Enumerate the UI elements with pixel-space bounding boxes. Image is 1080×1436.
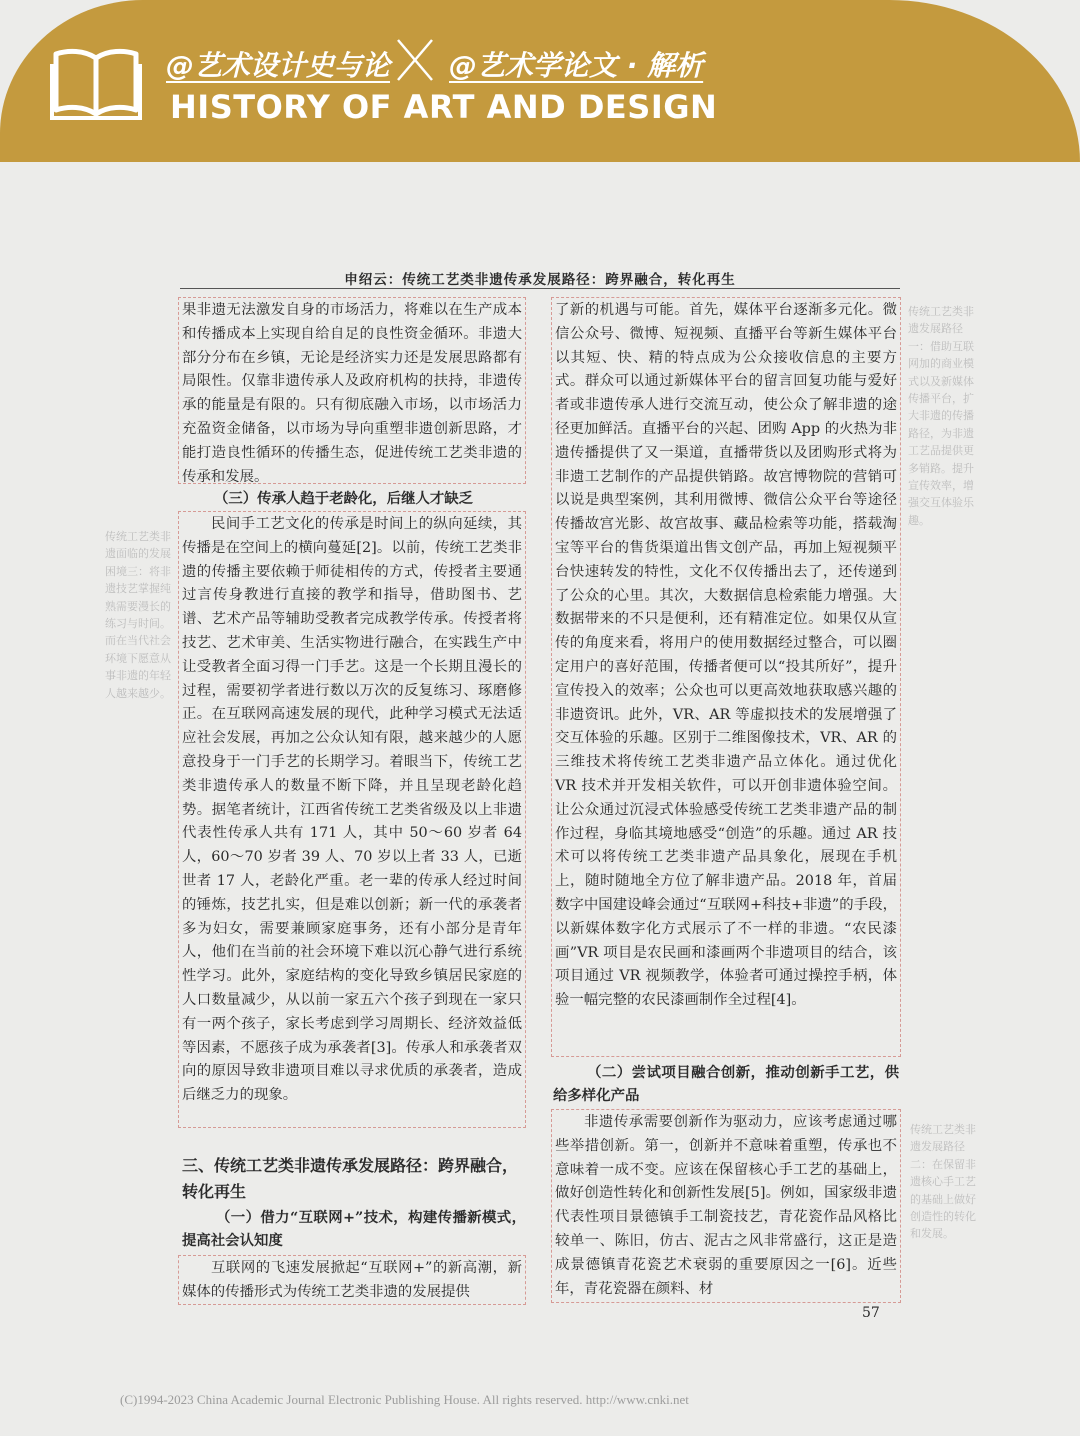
page-number: 57 <box>862 1305 880 1321</box>
heading-project-fusion: （二）尝试项目融合创新，推动创新手工艺，供给多样化产品 <box>553 1064 899 1104</box>
annotation-right-1: 传统工艺类非遗发展路径一：借助互联网加的商业模式以及新媒体传播平台，扩大非遗的传播路径，为非遗工艺品提供更多销路。提升宣传效率，增强交互体验乐趣。 <box>908 305 974 527</box>
cross-icon <box>394 38 436 82</box>
annotation-left: 传统工艺类非遗面临的发展困境三：将非遗技艺掌握纯熟需要漫长的练习与时间。而在当代社会环境下愿意从事非遗的年轻人越来越少。 <box>105 530 171 700</box>
right-paragraph-1: 了新的机遇与可能。首先，媒体平台逐渐多元化。微信公众号、微博、短视频、直播平台等新生媒体平台以其短、快、精的特点成为公众接收信息的主要方式。群众可以通过新媒体平台的留言回复功能与爱好者或非遗传承人进行交流互动，使公众了解非遗的途径更加鲜活。直播平台的兴起、团购 App 的火热为非遗传播提供了又一渠道，直播带货以及团购形式将为非遗工艺制作的产品提供销路。故宫博物院的营销可以说是典型案例，其利用微博、微信公众平台等途径传播故宫光影、故宫故事、藏品检索等功能，搭载淘宝等平台的售货渠道出售文创产品，再加上短视频平台快速转发的特性，文化不仅传播出去了，还传递到了公众的心里。其次，大数据信息检索能力增强。大数据带来的不只是便利，还有精准定位。如果仅从宣传的角度来看，将用户的使用数据经过整合，可以圈定用户的喜好范围，传播者便可以“投其所好”，提升宣传投入的效率；公众也可以更高效地获取感兴趣的非遗资讯。此外，VR、AR 等虚拟技术的发展增强了交互体验的乐趣。区别于二维图像技术，VR、AR 的三维技术将传统工艺类非遗产品立体化。通过优化 VR 技术并开发相关软件，可以开创非遗体验空间。让公众通过沉浸式体验感受传统工艺类非遗产品的制作过程，身临其境地感受“创造”的乐趣。通过 AR 技术可以将传统工艺类非遗产品具象化，展现在手机上，随时随地全方位了解非遗产品。2018 年，首届数字中国建设峰会通过“互联网+科技+非遗”的手段，以新媒体数字化方式展示了不一样的非遗。“农民漆画”VR 项目是农民画和漆画两个非遗项目的结合，该项目通过 VR 视频教学，体验者可通过操控手柄，体验一幅完整的农民漆画制作全过程[4]。 <box>551 297 901 1057</box>
heading-aging-inheritors: （三）传承人趋于老龄化，后继人才缺乏 <box>214 490 474 507</box>
left-paragraph-1: 果非遗无法激发自身的市场活力，将难以在生产成本和传播成本上实现自给自足的良性资金循环。非遗大部分分布在乡镇，无论是经济实力还是发展思路都有局限性。仅靠非遗传承人及政府机构的扶持，非遗传承的能量是有限的。只有彻底融入市场，以市场活力充盈资金储备，以市场为导向重塑非遗创新思路，才能打造良性循环的传播生态，促进传统工艺类非遗的传承和发展。 <box>178 297 526 484</box>
annotation-right-2: 传统工艺类非遗发展路径二：在保留非遗核心手工艺的基础上做好创造性的转化和发展。 <box>910 1123 976 1241</box>
header-rule <box>180 288 900 289</box>
running-head: 申绍云：传统工艺类非遗传承发展路径：跨界融合，转化再生 <box>344 272 736 288</box>
left-paragraph-3: 互联网的飞速发展掀起“互联网+”的新高潮，新媒体的传播形式为传统工艺类非遗的发展提供 <box>178 1255 526 1305</box>
banner-title: HISTORY OF ART AND DESIGN <box>170 88 718 126</box>
right-paragraph-2: 非遗传承需要创新作为驱动力，应该考虑通过哪些举措创新。第一，创新并不意味着重塑，传承也不意味着一成不变。应该在保留核心手工艺的基础上，做好创造性转化和创新性发展[5]。例如，国家级非遗代表性项目景德镇手工制瓷技艺，青花瓷作品风格比较单一、陈旧，仿古、泥古之风非常盛行，这正是造成景德镇青花瓷艺术衰弱的重要原因之一[6]。近些年，青花瓷器在颜料、材 <box>551 1109 901 1303</box>
account-handle-left: @艺术设计史与论 <box>166 49 391 82</box>
open-book-icon <box>50 44 142 122</box>
account-handle-right: @艺术学论文 · 解析 <box>449 49 704 82</box>
header-banner <box>0 0 1080 162</box>
left-paragraph-2: 民间手工艺文化的传承是时间上的纵向延续，其传播是在空间上的横向蔓延[2]。以前，传统工艺类非遗的传播主要依赖于师徒相传的方式，传授者主要通过言传身教进行直接的教学和指导，借助图书、艺谱、艺术产品等辅助受教者完成教学传承。传授者将技艺、艺术审美、生活实物进行融合，在实践生产中让受教者全面习得一门手艺。这是一个长期且漫长的过程，需要初学者进行数以万次的反复练习、琢磨修正。在互联网高速发展的现代，此种学习模式无法适应社会发展，再加之公众认知有限，越来越少的人愿意投身于一门手艺的长期学习。着眼当下，传统工艺类非遗传承人的数量不断下降，并且呈现老龄化趋势。据笔者统计，江西省传统工艺类省级及以上非遗代表性传承人共有 171 人，其中 50～60 岁者 64 人，60～70 岁者 39 人、70 岁以上者 33 人，已逝世者 17 人，老龄化严重。老一辈的传承人经过时间的锤炼，技艺扎实，但是难以创新；新一代的承袭者多为妇女，需要兼顾家庭事务，还有小部分是青年人，他们在当前的社会环境下难以沉心静气进行系统性学习。此外，家庭结构的变化导致乡镇居民家庭的人口数量减少，从以前一家五六个孩子到现在一家只有一两个孩子，家长考虑到学习周期长、经济效益低等因素，不愿孩子成为承袭者[3]。传承人和承袭者双向的原因导致非遗项目难以寻求优质的承袭者，造成后继乏力的现象。 <box>178 511 526 1128</box>
copyright-footer: (C)1994-2023 China Academic Journal Electronic Publishing House. All rights reserved. http://www.cnki.net <box>120 1392 689 1407</box>
section-heading-three: 三、传统工艺类非遗传承发展路径：跨界融合，转化再生 <box>182 1156 519 1201</box>
heading-internet-plus: （一）借力“互联网+”技术，构建传播新模式，提高社会认知度 <box>182 1209 526 1249</box>
